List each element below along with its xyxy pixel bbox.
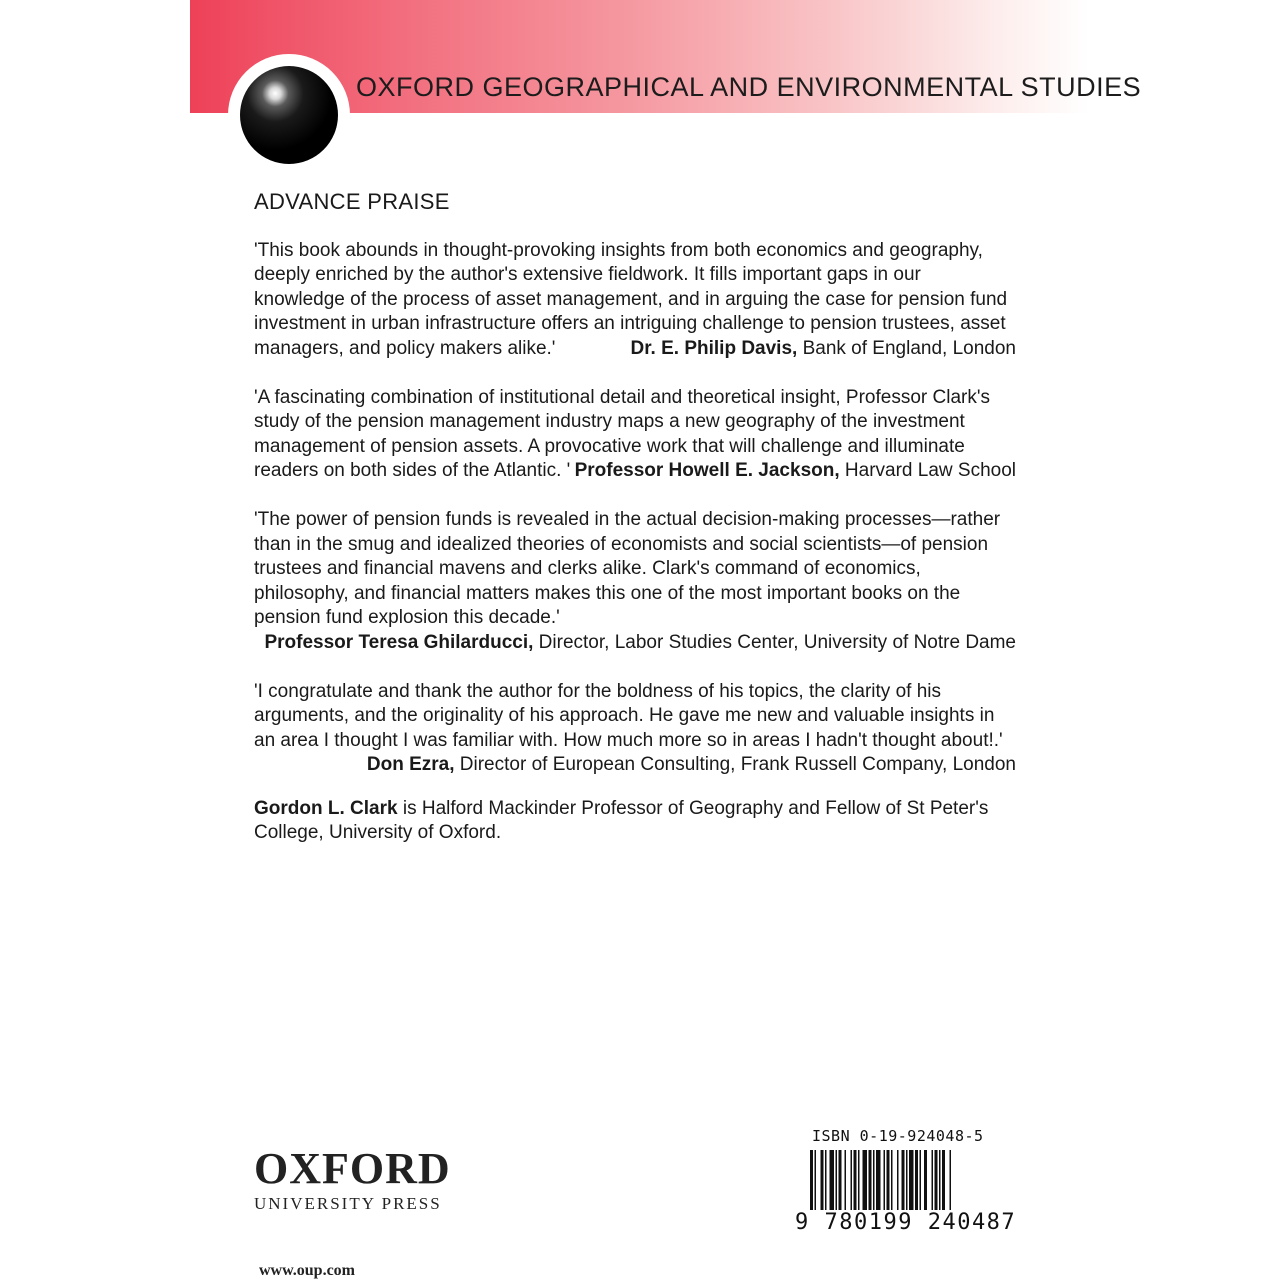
praise-section bbox=[254, 190, 1016, 846]
quote-attribution bbox=[630, 337, 1016, 362]
publisher-name: OXFORD bbox=[254, 1144, 451, 1193]
series-title: OXFORD GEOGRAPHICAL AND ENVIRONMENTAL STUDIES bbox=[356, 72, 1142, 102]
series-logo-sphere-icon bbox=[240, 66, 338, 164]
praise-quote-3 bbox=[254, 508, 1016, 656]
quote-text: 'A fascinating combination of institutional detail and theoretical insight, Professor Clark's study of the pension management industry maps a new geography of the investment management of pension assets. A provocative work that will challenge and illuminate readers on both sides of the Atlantic. ' bbox=[254, 386, 990, 482]
quote-text: 'The power of pension funds is revealed in the actual decision-making processes—rather than in the smug and idealized theories of economists and social scientists—of pension trustees and financial mavens and clerks alike. Clark's command of economics, philosophy, and financial matters makes this one of the most important books on the pension fund explosion this decade.' bbox=[254, 508, 1001, 629]
quote-attribution bbox=[575, 459, 1016, 484]
praise-quote-4 bbox=[254, 680, 1016, 778]
publisher-subtitle: UNIVERSITY PRESS bbox=[254, 1194, 442, 1213]
quote-text: 'I congratulate and thank the author for the boldness of his topics, the clarity of his arguments, and the originality of his approach. He gave me new and valuable insights in an area I thought I was familiar with. How much more so in areas I hadn't thought about!.' bbox=[254, 680, 1003, 751]
praise-quote-2 bbox=[254, 386, 1016, 484]
publisher-logo bbox=[254, 1146, 464, 1214]
publisher-website: www.oup.com bbox=[259, 1262, 356, 1279]
author-name: Gordon L. Clark bbox=[254, 797, 398, 819]
quote-author: Dr. E. Philip Davis, bbox=[630, 337, 798, 359]
quote-author: Professor Teresa Ghilarducci, bbox=[264, 631, 534, 653]
barcode-digits: 9 780199 240487 bbox=[795, 1210, 1017, 1235]
author-bio-text: is Halford Mackinder Professor of Geography and Fellow of St Peter's College, University of Oxford. bbox=[254, 797, 989, 844]
quote-author: Professor Howell E. Jackson, bbox=[574, 460, 840, 482]
quote-attribution bbox=[254, 631, 1016, 656]
quote-affiliation: Director, Labor Studies Center, University of Notre Dame bbox=[533, 631, 1016, 653]
praise-heading: ADVANCE PRAISE bbox=[254, 189, 450, 214]
praise-quote-1 bbox=[254, 239, 1016, 362]
quote-affiliation: Director of European Consulting, Frank Russell Company, London bbox=[454, 754, 1016, 776]
quote-author: Don Ezra, bbox=[366, 754, 455, 776]
quote-attribution bbox=[254, 753, 1016, 778]
quote-text: 'This book abounds in thought-provoking insights from both economics and geography, deeply enriched by the author's extensive fieldwork. It fills important gaps in our knowledge of the process of asset management, and in arguing the case for pension fund investment in urban infrastructure offers an intriguing challenge to pension trustees, asset managers, and policy makers alike.' bbox=[254, 239, 1008, 359]
author-bio bbox=[254, 797, 1016, 846]
quote-affiliation: Harvard Law School bbox=[839, 460, 1016, 482]
quote-affiliation: Bank of England, London bbox=[797, 337, 1016, 359]
isbn-label: ISBN 0-19-924048-5 bbox=[812, 1127, 984, 1145]
